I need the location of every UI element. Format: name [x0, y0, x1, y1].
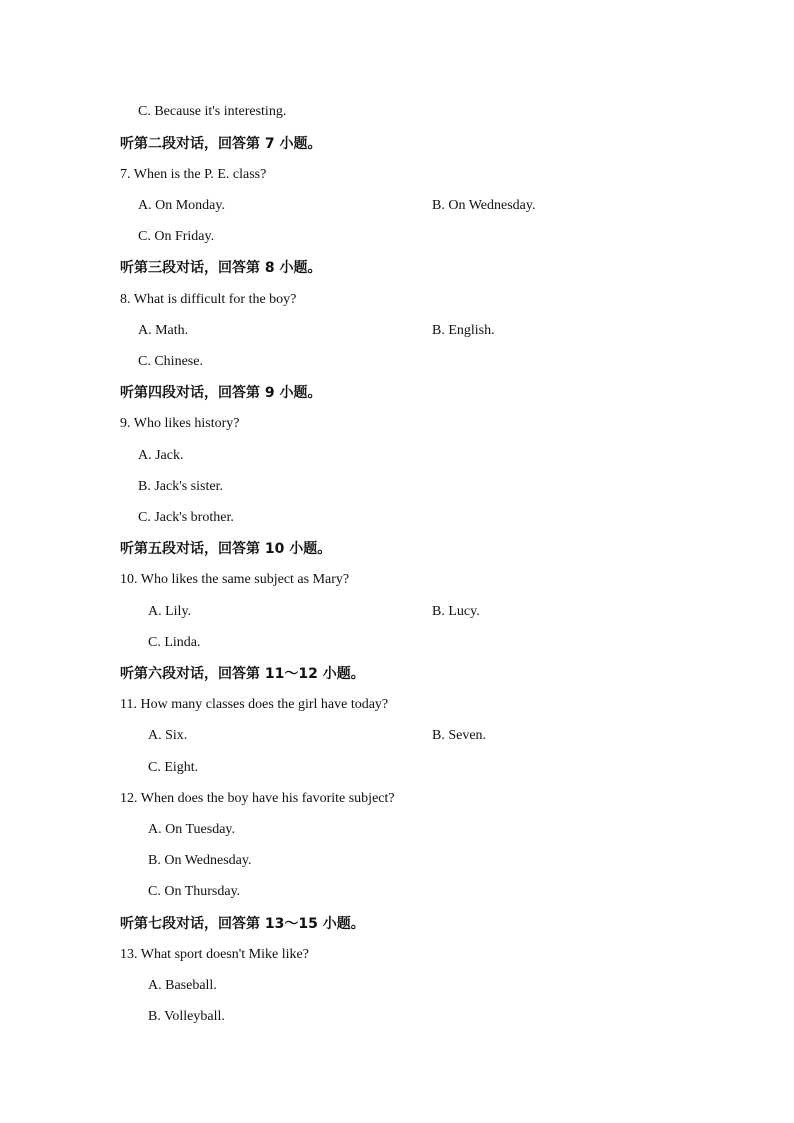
- option-line: [0, 476, 794, 498]
- option-right: B. Lucy.: [432, 604, 480, 619]
- option-line: [0, 320, 794, 342]
- option-line: [0, 725, 794, 747]
- option-line: [0, 632, 794, 654]
- option-left: A. On Tuesday.: [148, 822, 235, 837]
- option-line: [0, 975, 794, 997]
- option-left: C. Eight.: [148, 760, 199, 775]
- section-heading: 听第四段对话，回答第 9 小题。: [120, 385, 322, 401]
- question-text: 10. Who likes the same subject as Mary?: [120, 572, 350, 587]
- option-left: A. Math.: [138, 323, 189, 338]
- option-line: [0, 601, 794, 623]
- option-line: [0, 226, 794, 248]
- option-left: C. Chinese.: [138, 354, 203, 369]
- option-left: B. Jack's sister.: [138, 479, 223, 494]
- option-line: [0, 507, 794, 529]
- option-line: [0, 757, 794, 779]
- option-right: B. Seven.: [432, 728, 487, 743]
- section-heading: 听第六段对话，回答第 11～12 小题。: [120, 666, 365, 682]
- option-line: [0, 101, 794, 123]
- section-heading: 听第二段对话，回答第 7 小题。: [120, 136, 322, 152]
- option-left: A. Baseball.: [148, 978, 217, 993]
- option-left: C. Jack's brother.: [138, 510, 234, 525]
- section-heading: 听第三段对话，回答第 8 小题。: [120, 260, 322, 276]
- option-right: B. On Wednesday.: [432, 198, 536, 213]
- option-line: [0, 195, 794, 217]
- option-left: A. Jack.: [138, 448, 184, 463]
- option-line: [0, 351, 794, 373]
- question-text: 13. What sport doesn't Mike like?: [120, 947, 309, 962]
- option-left: B. Volleyball.: [148, 1009, 225, 1024]
- option-left: C. On Thursday.: [148, 884, 241, 899]
- option-line: [0, 850, 794, 872]
- option-line: [0, 1006, 794, 1028]
- option-right: B. English.: [432, 323, 495, 338]
- question-text: 7. When is the P. E. class?: [120, 167, 267, 182]
- question-text: 12. When does the boy have his favorite subject?: [120, 791, 395, 806]
- section-heading: 听第七段对话，回答第 13～15 小题。: [120, 916, 365, 932]
- option-left: C. On Friday.: [138, 229, 215, 244]
- question-text: 9. Who likes history?: [120, 416, 240, 431]
- option-left: B. On Wednesday.: [148, 853, 252, 868]
- section-heading: 听第五段对话，回答第 10 小题。: [120, 541, 332, 557]
- option-left: C. Because it's interesting.: [138, 104, 287, 119]
- option-left: A. On Monday.: [138, 198, 225, 213]
- option-line: [0, 819, 794, 841]
- question-text: 11. How many classes does the girl have today?: [120, 697, 389, 712]
- option-left: A. Six.: [148, 728, 188, 743]
- option-left: C. Linda.: [148, 635, 201, 650]
- option-left: A. Lily.: [148, 604, 192, 619]
- question-text: 8. What is difficult for the boy?: [120, 292, 297, 307]
- option-line: [0, 445, 794, 467]
- option-line: [0, 881, 794, 903]
